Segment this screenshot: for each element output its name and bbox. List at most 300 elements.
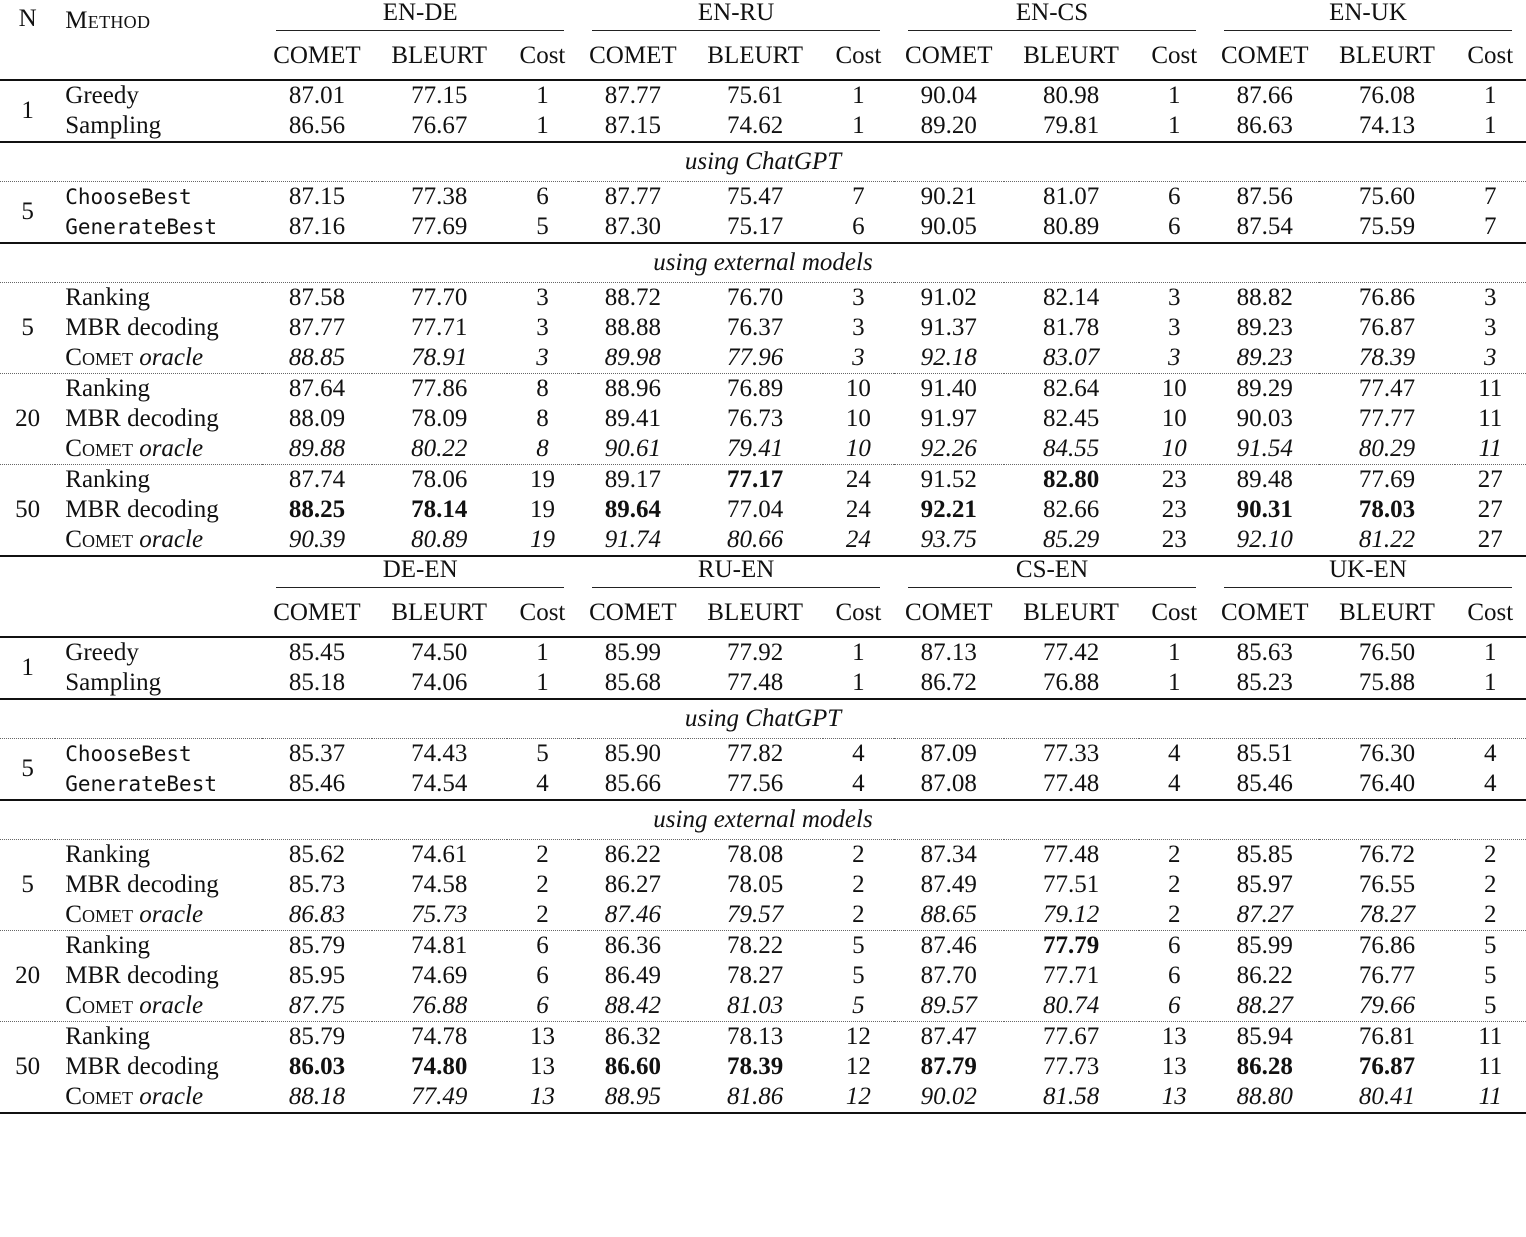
method-label: Sampling [65, 669, 162, 696]
metric-value: 4 [1484, 770, 1497, 797]
metric-value: 2 [1168, 901, 1181, 928]
table-row [0, 495, 1526, 525]
metric-value: 88.88 [604, 314, 661, 341]
metric-value: 87.79 [920, 1053, 977, 1080]
metric-header: BLEURT [1339, 599, 1435, 626]
metric-value: 74.62 [727, 112, 784, 139]
metric-value: 80.74 [1042, 992, 1100, 1019]
metric-header: Cost [835, 599, 882, 626]
table-row [0, 111, 1526, 142]
table-row [0, 404, 1526, 434]
metric-value: 77.67 [1004, 1022, 1139, 1053]
metric-value: 5 [1455, 931, 1526, 962]
metric-value: 19 [507, 525, 578, 556]
metric-value: 87.30 [604, 213, 661, 240]
section-label: using external models [0, 243, 1526, 283]
metric-value: 5 [823, 931, 894, 962]
metric-value: 86.03 [288, 1053, 346, 1080]
metric-value: 80.98 [1004, 80, 1139, 111]
metric-value: 5 [1484, 992, 1497, 1019]
metric-value: 91.40 [894, 374, 1003, 405]
metric-value: 77.69 [1319, 465, 1454, 496]
metric-value: 89.48 [1210, 465, 1319, 496]
metric-value: 1 [852, 112, 865, 139]
metric-value: 10 [823, 374, 894, 405]
metric-value: 4 [823, 739, 894, 770]
metric-value: 91.37 [920, 314, 977, 341]
n-value: 5 [0, 283, 55, 374]
metric-value: 91.74 [578, 525, 687, 556]
table-row [0, 840, 1526, 871]
metric-value: 3 [852, 314, 865, 341]
method-name [55, 434, 262, 465]
metric-header: Cost [1151, 42, 1198, 69]
metric-value: 91.54 [1236, 435, 1293, 462]
section-header-row [0, 142, 1526, 182]
metric-header: COMET [905, 599, 993, 626]
method-name [55, 182, 262, 213]
method-header: Method [65, 7, 151, 34]
metric-value: 81.07 [1004, 182, 1139, 213]
language-pair-header [894, 556, 1210, 590]
metric-value: 87.09 [894, 739, 1003, 770]
method-label-comet: Comet [65, 901, 133, 928]
metric-value: 87.15 [262, 182, 371, 213]
metric-value: 8 [536, 435, 549, 462]
metric-value: 1 [536, 669, 549, 696]
table-row [0, 961, 1526, 991]
metric-value: 78.03 [1358, 496, 1416, 523]
metric-value: 3 [536, 344, 549, 371]
metric-value: 1 [507, 637, 578, 668]
metric-value: 77.70 [372, 283, 507, 314]
metric-value: 81.22 [1319, 525, 1454, 556]
metric-value: 85.29 [1004, 525, 1139, 556]
metric-value: 74.58 [411, 871, 468, 898]
metric-value: 3 [1139, 283, 1210, 314]
n-value: 50 [0, 1022, 55, 1114]
table-row [0, 1022, 1526, 1053]
metric-value: 1 [1139, 637, 1210, 668]
metric-value: 85.73 [288, 871, 346, 898]
metric-value: 82.80 [1004, 465, 1139, 496]
metric-value: 11 [1478, 405, 1503, 432]
metric-value: 85.18 [288, 669, 346, 696]
metric-value: 80.66 [688, 525, 823, 556]
metric-value: 91.52 [894, 465, 1003, 496]
metric-value: 81.58 [1004, 1082, 1139, 1113]
language-pair-label: EN-DE [276, 0, 564, 31]
metric-value: 86.28 [1236, 1053, 1293, 1080]
metric-value: 87.56 [1210, 182, 1319, 213]
metric-value: 2 [1455, 840, 1526, 871]
method-name [55, 1082, 262, 1113]
method-name [55, 111, 262, 142]
metric-value: 88.85 [288, 344, 346, 371]
metric-value: 6 [1168, 213, 1181, 240]
metric-value: 24 [845, 496, 871, 523]
metric-header: COMET [273, 42, 361, 69]
language-pair-label: RU-EN [592, 557, 880, 588]
metric-value: 27 [1455, 465, 1526, 496]
method-label-oracle: oracle [139, 526, 204, 553]
metric-value: 88.27 [1236, 992, 1293, 1019]
language-pair-header-row [0, 0, 1526, 33]
metric-value: 13 [507, 1082, 578, 1113]
metric-value: 76.89 [688, 374, 823, 405]
metric-value: 3 [1168, 314, 1181, 341]
metric-value: 11 [1478, 1053, 1503, 1080]
metric-value: 80.89 [372, 525, 507, 556]
metric-value: 77.38 [372, 182, 507, 213]
metric-value: 74.80 [411, 1053, 468, 1080]
metric-value: 92.21 [920, 496, 977, 523]
metric-value: 74.13 [1358, 112, 1416, 139]
metric-value: 89.23 [1236, 314, 1293, 341]
method-name [55, 961, 262, 991]
metric-value: 6 [1139, 182, 1210, 213]
metric-value: 86.49 [604, 962, 661, 989]
metric-value: 1 [823, 637, 894, 668]
metric-value: 80.41 [1319, 1082, 1454, 1113]
method-name [55, 343, 262, 374]
metric-value: 7 [1484, 213, 1497, 240]
metric-value: 90.39 [262, 525, 371, 556]
metric-value: 89.17 [578, 465, 687, 496]
metric-value: 76.30 [1319, 739, 1454, 770]
metric-value: 85.46 [1236, 770, 1293, 797]
metric-value: 87.66 [1210, 80, 1319, 111]
metric-value: 8 [536, 405, 549, 432]
table-row [0, 80, 1526, 111]
metric-value: 12 [845, 1053, 871, 1080]
metric-value: 87.49 [920, 871, 977, 898]
metric-value: 85.68 [604, 669, 661, 696]
metric-value: 1 [1484, 669, 1497, 696]
metric-value: 85.62 [262, 840, 371, 871]
table-row [0, 283, 1526, 314]
metric-value: 77.71 [1042, 962, 1100, 989]
table-row [0, 343, 1526, 374]
method-label-oracle: oracle [139, 901, 204, 928]
metric-value: 92.18 [920, 344, 977, 371]
metric-header: Cost [1151, 599, 1198, 626]
metric-value: 27 [1455, 525, 1526, 556]
metric-value: 78.27 [727, 962, 784, 989]
metric-value: 74.61 [372, 840, 507, 871]
n-header: N [18, 5, 37, 32]
method-name [55, 465, 262, 496]
metric-value: 13 [529, 1053, 555, 1080]
n-value: 5 [0, 182, 55, 244]
method-label: ChooseBest [65, 185, 192, 209]
table-row [0, 374, 1526, 405]
language-pair-header [1210, 0, 1526, 33]
metric-value: 76.86 [1319, 931, 1454, 962]
method-label: Greedy [65, 82, 139, 109]
metric-value: 85.95 [288, 962, 346, 989]
metric-value: 5 [1484, 962, 1497, 989]
metric-value: 87.34 [894, 840, 1003, 871]
metric-value: 88.72 [578, 283, 687, 314]
table-row [0, 900, 1526, 931]
metric-value: 24 [823, 465, 894, 496]
metric-value: 1 [823, 80, 894, 111]
method-label-oracle: oracle [139, 992, 204, 1019]
metric-value: 13 [1139, 1082, 1210, 1113]
metric-value: 88.65 [920, 901, 977, 928]
metric-value: 12 [823, 1082, 894, 1113]
metric-value: 1 [1455, 637, 1526, 668]
metric-value: 85.99 [578, 637, 687, 668]
metric-header: COMET [905, 42, 993, 69]
metric-value: 2 [1168, 871, 1181, 898]
n-value: 1 [0, 80, 55, 142]
metric-value: 86.32 [578, 1022, 687, 1053]
metric-value: 76.40 [1358, 770, 1416, 797]
section-header-row [0, 800, 1526, 840]
metric-value: 88.80 [1210, 1082, 1319, 1113]
metric-value: 77.51 [1042, 871, 1100, 898]
metric-value: 13 [507, 1022, 578, 1053]
metric-value: 77.79 [1004, 931, 1139, 962]
metric-value: 87.74 [262, 465, 371, 496]
metric-value: 6 [507, 931, 578, 962]
metric-value: 76.87 [1358, 1053, 1416, 1080]
metric-value: 2 [1139, 840, 1210, 871]
metric-header: COMET [273, 599, 361, 626]
table-row [0, 434, 1526, 465]
n-value: 5 [0, 739, 55, 801]
metric-value: 88.42 [604, 992, 661, 1019]
metric-value: 89.29 [1210, 374, 1319, 405]
metric-value: 87.77 [288, 314, 346, 341]
metric-value: 74.54 [411, 770, 468, 797]
method-label-comet: Comet [65, 992, 133, 1019]
metric-value: 89.98 [604, 344, 661, 371]
metric-value: 2 [1484, 871, 1497, 898]
metric-value: 76.81 [1319, 1022, 1454, 1053]
metric-value: 3 [1455, 283, 1526, 314]
section-label: using ChatGPT [0, 699, 1526, 739]
metric-value: 88.82 [1210, 283, 1319, 314]
metric-value: 75.73 [411, 901, 468, 928]
method-name [55, 931, 262, 962]
method-name [55, 495, 262, 525]
metric-value: 74.06 [411, 669, 468, 696]
metric-value: 3 [823, 283, 894, 314]
metric-value: 81.78 [1042, 314, 1100, 341]
metric-value: 79.81 [1042, 112, 1100, 139]
metric-value: 78.05 [727, 871, 784, 898]
metric-value: 87.64 [262, 374, 371, 405]
metric-value: 90.31 [1236, 496, 1293, 523]
method-name [55, 1022, 262, 1053]
n-value: 20 [0, 931, 55, 1022]
metric-header: Cost [835, 42, 882, 69]
section-label: using external models [0, 800, 1526, 840]
metric-value: 77.47 [1319, 374, 1454, 405]
metric-value: 78.14 [411, 496, 468, 523]
table-row [0, 637, 1526, 668]
table-row [0, 769, 1526, 800]
language-pair-header [1210, 556, 1526, 590]
metric-value: 87.47 [894, 1022, 1003, 1053]
metric-value: 4 [1455, 739, 1526, 770]
method-label: Ranking [65, 375, 150, 402]
metric-header: BLEURT [1339, 42, 1435, 69]
metric-value: 86.22 [578, 840, 687, 871]
metric-value: 74.78 [372, 1022, 507, 1053]
metric-value: 89.41 [604, 405, 661, 432]
metric-header: BLEURT [391, 42, 488, 69]
language-pair-label: EN-UK [1224, 0, 1512, 31]
metric-value: 87.77 [578, 182, 687, 213]
method-label: MBR decoding [65, 1053, 219, 1080]
method-label: Ranking [65, 1023, 150, 1050]
method-label-oracle: oracle [139, 344, 204, 371]
method-label: Ranking [65, 466, 150, 493]
metric-value: 10 [1161, 405, 1187, 432]
metric-value: 23 [1161, 496, 1187, 523]
metric-value: 77.82 [688, 739, 823, 770]
language-pair-label: EN-CS [908, 0, 1196, 31]
metric-value: 19 [507, 465, 578, 496]
metric-value: 76.08 [1319, 80, 1454, 111]
metric-value: 1 [1168, 112, 1181, 139]
metric-value: 85.37 [262, 739, 371, 770]
table-row [0, 668, 1526, 699]
method-label: Sampling [65, 112, 162, 139]
metric-header: BLEURT [1023, 599, 1119, 626]
metric-value: 89.88 [288, 435, 346, 462]
language-pair-label: CS-EN [908, 557, 1196, 588]
metric-value: 3 [536, 314, 549, 341]
metric-value: 87.01 [262, 80, 371, 111]
method-label: ChooseBest [65, 742, 192, 766]
metric-value: 79.41 [727, 435, 784, 462]
metric-value: 89.20 [920, 112, 977, 139]
section-label: using ChatGPT [0, 142, 1526, 182]
language-pair-header [894, 0, 1210, 33]
metric-value: 76.87 [1358, 314, 1416, 341]
section-header-row [0, 699, 1526, 739]
method-label-comet: Comet [65, 435, 133, 462]
method-name [55, 374, 262, 405]
metric-value: 1 [507, 80, 578, 111]
metric-value: 6 [1168, 962, 1181, 989]
method-label: Ranking [65, 284, 150, 311]
n-value: 1 [0, 637, 55, 699]
method-name [55, 668, 262, 699]
metric-value: 8 [507, 374, 578, 405]
metric-value: 78.06 [372, 465, 507, 496]
language-pair-header [262, 0, 578, 33]
metric-value: 19 [529, 496, 555, 523]
metric-value: 87.27 [1236, 901, 1293, 928]
metric-header: Cost [1467, 599, 1514, 626]
metric-value: 87.13 [894, 637, 1003, 668]
metric-value: 3 [1484, 314, 1497, 341]
metric-value: 90.61 [604, 435, 661, 462]
metric-value: 77.96 [727, 344, 784, 371]
metric-value: 77.56 [727, 770, 784, 797]
metric-value: 81.86 [688, 1082, 823, 1113]
metric-value: 86.63 [1236, 112, 1293, 139]
metric-value: 76.88 [1042, 669, 1100, 696]
language-pair-header [578, 556, 894, 590]
metric-value: 10 [1139, 374, 1210, 405]
table-row [0, 931, 1526, 962]
table-row [0, 1052, 1526, 1082]
metric-value: 76.73 [727, 405, 784, 432]
metric-value: 5 [852, 962, 865, 989]
table-row [0, 465, 1526, 496]
table-row [0, 525, 1526, 556]
metric-value: 92.26 [920, 435, 977, 462]
metric-value: 78.22 [688, 931, 823, 962]
metric-value: 76.72 [1319, 840, 1454, 871]
metric-value: 1 [852, 669, 865, 696]
metric-value: 1 [1139, 80, 1210, 111]
method-label-oracle: oracle [139, 1083, 204, 1110]
metric-value: 85.45 [262, 637, 371, 668]
metric-value: 77.73 [1042, 1053, 1100, 1080]
metric-value: 10 [1161, 435, 1187, 462]
metric-value: 82.66 [1042, 496, 1100, 523]
method-name [55, 1052, 262, 1082]
metric-value: 83.07 [1042, 344, 1100, 371]
method-name [55, 525, 262, 556]
metric-value: 2 [852, 871, 865, 898]
metric-value: 7 [823, 182, 894, 213]
metric-value: 85.79 [262, 1022, 371, 1053]
metric-value: 78.09 [411, 405, 468, 432]
metric-value: 89.23 [1236, 344, 1293, 371]
metric-value: 88.18 [262, 1082, 371, 1113]
metric-value: 86.22 [1236, 962, 1293, 989]
metric-value: 6 [1168, 992, 1181, 1019]
method-label: Ranking [65, 932, 150, 959]
n-value: 5 [0, 840, 55, 931]
metric-header: BLEURT [707, 42, 803, 69]
metric-value: 78.39 [1358, 344, 1416, 371]
metric-value: 75.61 [688, 80, 823, 111]
metric-value: 74.43 [372, 739, 507, 770]
table-row [0, 1082, 1526, 1113]
metric-header: Cost [519, 599, 566, 626]
metric-value: 76.37 [727, 314, 784, 341]
metric-value: 4 [1139, 739, 1210, 770]
metric-value: 85.79 [262, 931, 371, 962]
metric-value: 13 [1139, 1022, 1210, 1053]
metric-value: 76.77 [1358, 962, 1416, 989]
table-row [0, 739, 1526, 770]
metric-value: 91.97 [920, 405, 977, 432]
method-name [55, 637, 262, 668]
metric-value: 78.91 [411, 344, 468, 371]
table-row [0, 870, 1526, 900]
metric-value: 88.96 [578, 374, 687, 405]
metric-value: 92.10 [1210, 525, 1319, 556]
metric-value: 86.72 [920, 669, 977, 696]
metric-value: 90.02 [894, 1082, 1003, 1113]
method-name [55, 991, 262, 1022]
metric-value: 6 [536, 962, 549, 989]
language-pair-header [578, 0, 894, 33]
metric-value: 2 [536, 901, 549, 928]
metric-header: Cost [519, 42, 566, 69]
